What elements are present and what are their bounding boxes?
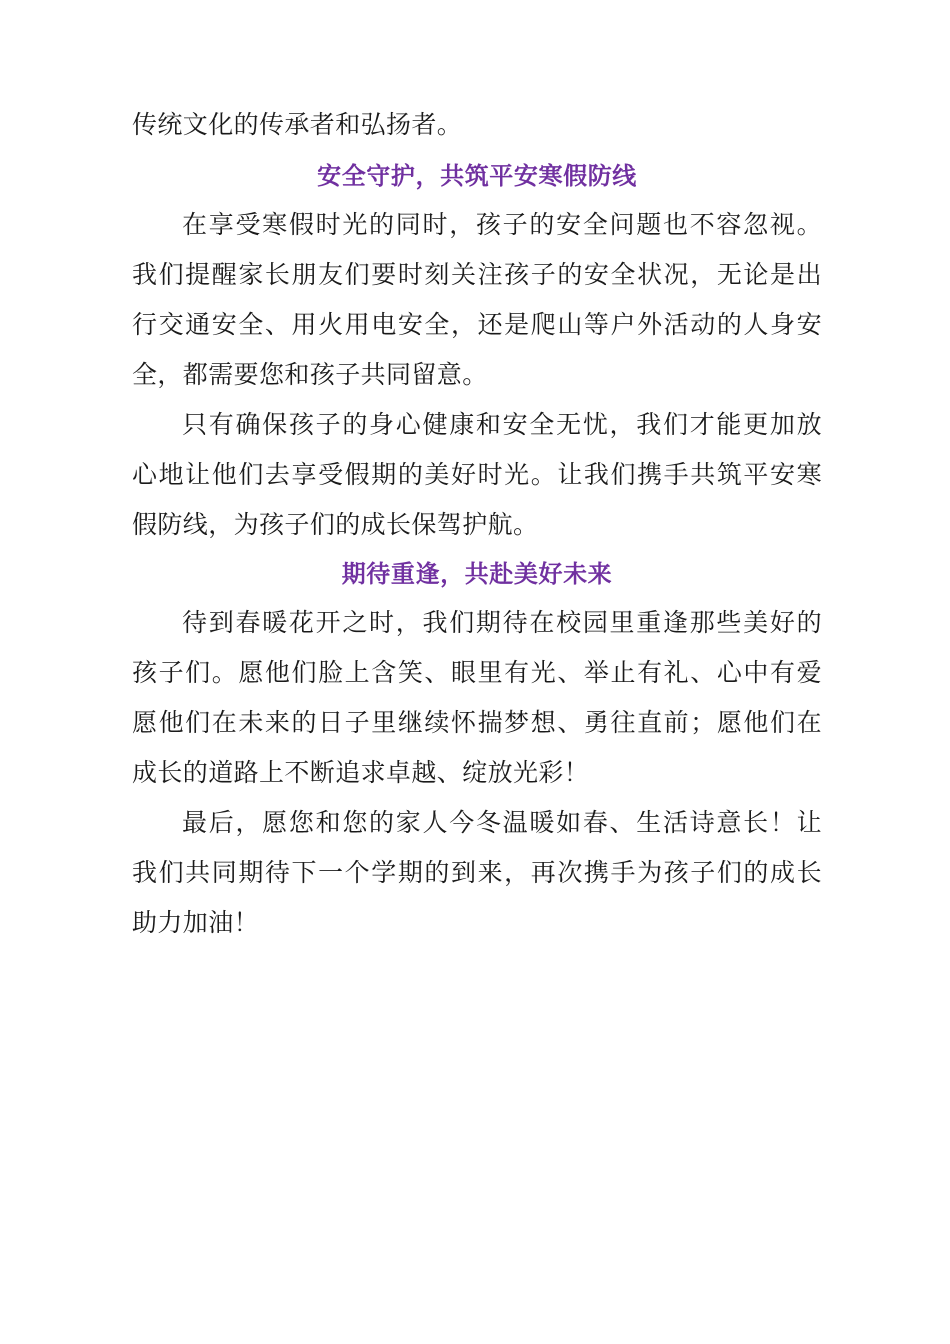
body-text-line: 行交通安全、用火用电安全，还是爬山等户外活动的人身安 [132,310,822,339]
body-text-line: 待到春暖花开之时，我们期待在校园里重逢那些美好的 [182,608,822,637]
body-text-line: 助力加油！ [132,908,260,937]
section-heading-safety: 安全守护，共筑平安寒假防线 [317,162,637,190]
body-text-line: 愿他们在未来的日子里继续怀揣梦想、勇往直前；愿他们在 [132,708,822,737]
body-text-line: 全，都需要您和孩子共同留意。 [132,360,488,389]
body-text-line: 我们共同期待下一个学期的到来，再次携手为孩子们的成长 [132,858,822,887]
body-text-line: 只有确保孩子的身心健康和安全无忧，我们才能更加放 [182,410,822,439]
section-heading-future: 期待重逢，共赴美好未来 [341,560,613,588]
body-text-line: 在享受寒假时光的同时，孩子的安全问题也不容忽视。 [182,210,822,239]
body-text-line: 假防线，为孩子们的成长保驾护航。 [132,510,539,539]
body-text-line: 孩子们。愿他们脸上含笑、眼里有光、举止有礼、心中有爱 [132,658,822,687]
body-text-line: 成长的道路上不断追求卓越、绽放光彩！ [132,758,590,787]
body-text-line: 传统文化的传承者和弘扬者。 [132,110,463,139]
body-text-line: 心地让他们去享受假期的美好时光。让我们携手共筑平安寒 [132,460,822,489]
body-text-line: 最后，愿您和您的家人今冬温暖如春、生活诗意长！让 [182,808,822,837]
body-text-line: 我们提醒家长朋友们要时刻关注孩子的安全状况，无论是出 [132,260,822,289]
